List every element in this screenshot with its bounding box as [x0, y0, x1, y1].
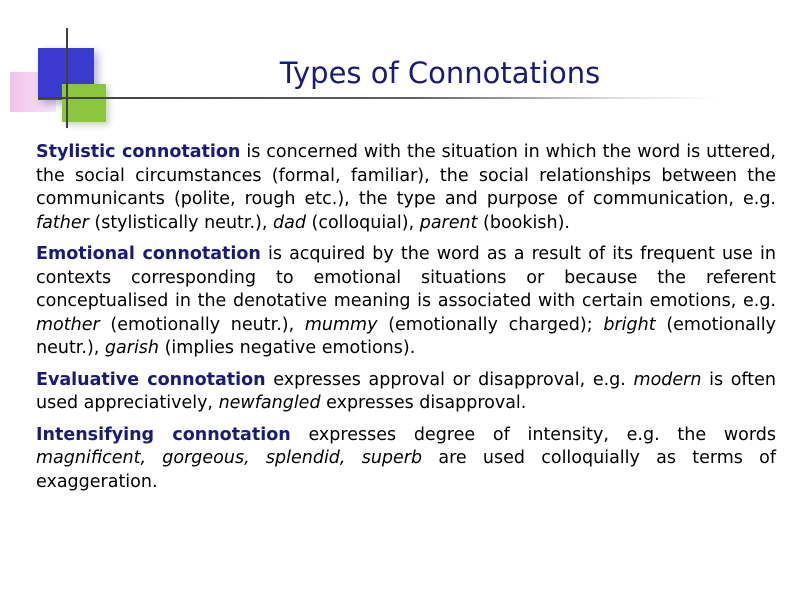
example-word: mummy — [304, 314, 378, 335]
term-heading: Stylistic connotation — [36, 142, 241, 162]
paragraph — [36, 243, 776, 361]
paragraph-text: are used colloquially as terms of exaggeration. — [36, 448, 776, 492]
paragraph-text: expresses disapproval. — [320, 393, 527, 413]
example-word: mother — [36, 314, 100, 335]
paragraph-text: is acquired by the word as a result of its frequent use in contexts corresponding to emotional situations or because the referent conceptualised in the denotative meaning is associated with certain emotions, e.g. — [36, 244, 776, 311]
example-word: magnificent, gorgeous, splendid, superb — [36, 448, 423, 468]
example-word: dad — [273, 212, 306, 233]
example-word: modern — [633, 369, 702, 390]
paragraph — [36, 369, 776, 416]
example-word: newfangled — [218, 393, 321, 413]
paragraph-text: expresses approval or disapproval, e.g. — [265, 369, 634, 390]
paragraph-text: (implies negative emotions). — [159, 338, 416, 358]
title-divider-line — [38, 97, 718, 99]
paragraph — [36, 141, 776, 235]
paragraph-text: (bookish). — [477, 212, 570, 233]
decor-vertical-line — [66, 28, 68, 128]
paragraph-text: is often used appreciatively, — [36, 369, 776, 413]
slide-body — [36, 141, 776, 502]
example-word: parent — [419, 212, 478, 233]
term-heading: Evaluative connotation — [36, 369, 266, 390]
paragraph-text: (emotionally charged); — [377, 314, 604, 335]
term-heading: Emotional connotation — [36, 244, 261, 264]
example-word: garish — [104, 338, 160, 358]
paragraph-text: is concerned with the situation in which the word is uttered, the social circumstances (formal, familiar), the social relationships between the communicants (polite, rough etc.), the type and purpose of communication, e.g. — [36, 142, 776, 209]
paragraph-text: (emotionally neutr.), — [99, 314, 305, 335]
paragraph — [36, 424, 776, 495]
decor-green-square — [62, 84, 106, 122]
paragraph-text: (stylistically neutr.), — [88, 212, 274, 233]
example-word: bright — [603, 314, 656, 335]
term-heading: Intensifying connotation — [36, 424, 291, 445]
example-word: father — [36, 212, 89, 233]
paragraph-text: (colloquial), — [305, 212, 420, 233]
paragraph-text: (emotionally neutr.), — [36, 314, 776, 358]
paragraph-text: expresses degree of intensity, e.g. the words — [290, 424, 777, 445]
slide-title: Types of Connotations — [279, 56, 601, 90]
